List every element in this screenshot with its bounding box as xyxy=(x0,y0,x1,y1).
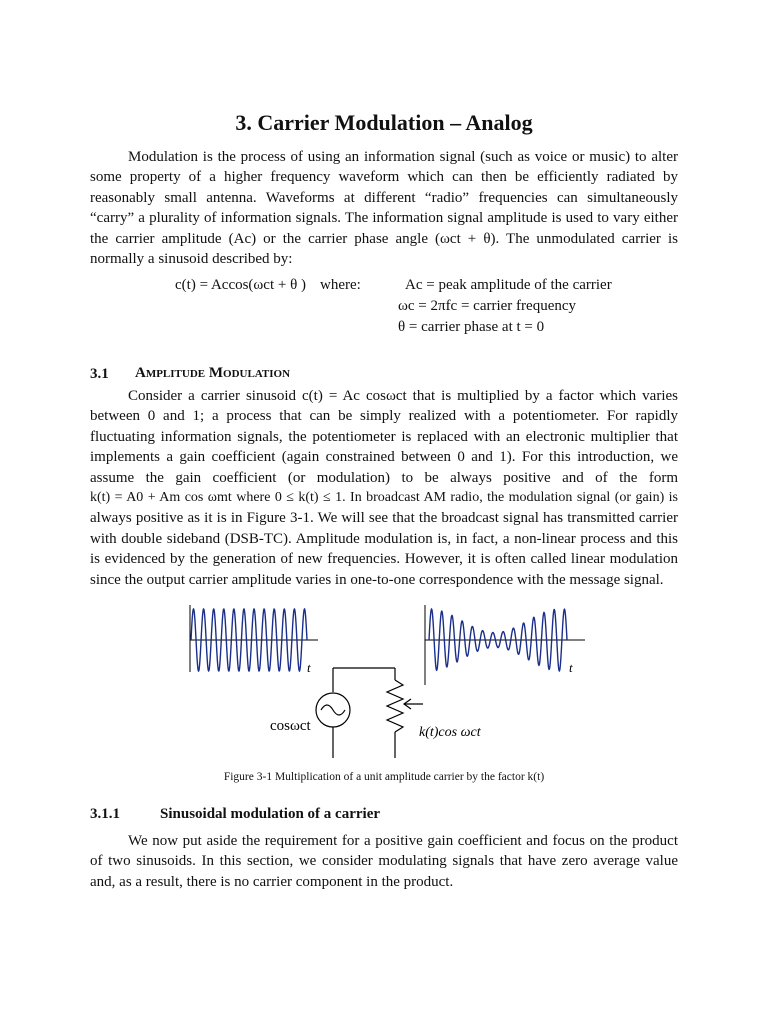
subsection-title: Sinusoidal modulation of a carrier xyxy=(160,806,381,822)
equation-def-frequency: ωc = 2πfc = carrier frequency xyxy=(398,298,577,314)
intro-line: some property of a higher frequency waveform which can then be efficiently radiated by xyxy=(90,169,678,186)
multiplier-circuit xyxy=(316,668,423,758)
body-line: is evidenced by the generation of new frequencies. However, it is often called linear modulation xyxy=(90,551,678,568)
carrier-equation: c(t) = Accos(ωct + θ ) xyxy=(175,277,307,293)
body-line: of two sinusoids. In this section, we consider modulating signals that have zero average value xyxy=(90,853,678,870)
equation-def-amplitude: Ac = peak amplitude of the carrier xyxy=(405,277,612,293)
sine-symbol-icon xyxy=(321,705,345,715)
body-line: with double sideband (DSB-TC). Amplitude modulation is, in fact, a non-linear process and this xyxy=(90,530,678,547)
section-title: Amplitude Modulation xyxy=(135,365,291,381)
section-3-1-paragraph xyxy=(90,386,678,590)
section-number: 3.1 xyxy=(90,366,109,382)
left-axis-label: t xyxy=(307,660,311,675)
intro-line: “carry” a plurality of information signals. The information signal amplitude is used to vary either xyxy=(90,210,678,227)
am-multiplication-figure xyxy=(185,600,595,760)
body-line: between 0 and 1; a process that can be simply realized with a potentiometer. For rapidly xyxy=(90,408,678,425)
intro-line: Modulation is the process of using an information signal (such as voice or music) to alter xyxy=(128,149,678,165)
body-line: We now put aside the requirement for a positive gain coefficient and focus on the product xyxy=(128,833,678,849)
intro-paragraph xyxy=(90,147,678,269)
section-3-1-1-paragraph xyxy=(90,831,678,892)
intro-line: the carrier amplitude (Ac) or the carrier phase angle (ωct + θ). The unmodulated carrier is xyxy=(90,230,678,247)
potentiometer-resistor-icon xyxy=(387,680,403,732)
modulated-waveform xyxy=(425,605,585,685)
source-label: cosωct xyxy=(270,718,311,734)
body-line: k(t) = A0 + Am cos ωmt where 0 ≤ k(t) ≤ 1. In broadcast AM radio, the modulation signal (or gain) is xyxy=(90,490,678,506)
output-label: k(t)cos ωct xyxy=(419,725,481,740)
body-line: assume the gain coefficient (or modulation) to be always positive and of the form xyxy=(90,469,678,486)
subsection-number: 3.1.1 xyxy=(90,806,120,822)
body-line: and, as a result, there is no carrier component in the product. xyxy=(90,873,454,890)
body-line: Consider a carrier sinusoid c(t) = Ac cosωct that is multiplied by a factor which varies xyxy=(128,388,678,404)
body-line: implements a gain coefficient (again constrained between 0 and 1). For this introduction, we xyxy=(90,449,678,466)
body-line: since the output carrier amplitude varies in one-to-one correspondence with the message signal. xyxy=(90,571,664,588)
body-line: always positive as it is in Figure 3-1. We will see that the broadcast signal has transmitted carrier xyxy=(90,510,678,527)
right-axis-label: t xyxy=(569,660,573,675)
equation-def-phase: θ = carrier phase at t = 0 xyxy=(398,319,545,335)
body-line: fluctuating information signals, the potentiometer is replaced with an electronic multiplier that xyxy=(90,428,678,445)
carrier-waveform xyxy=(190,605,318,675)
equation-where: where: xyxy=(320,277,361,293)
figure-caption: Figure 3-1 Multiplication of a unit amplitude carrier by the factor k(t) xyxy=(223,771,545,783)
intro-line: normally a sinusoid described by: xyxy=(90,251,293,268)
chapter-title: 3. Carrier Modulation – Analog xyxy=(235,110,533,135)
intro-line: reasonably small antenna. Waveforms at different “radio” frequencies can simultaneously xyxy=(90,189,678,206)
